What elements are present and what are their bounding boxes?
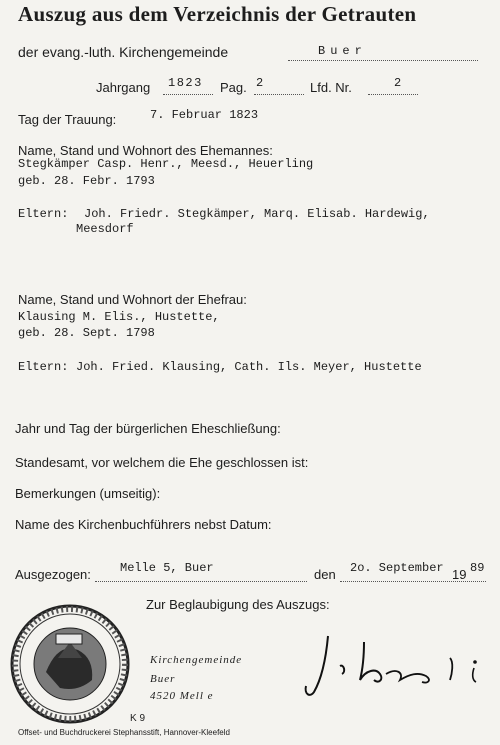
husband-parents-label: Eltern: <box>18 207 69 221</box>
husband-parents-line2: Meesdorf <box>76 222 134 236</box>
certification-label: Zur Beglaubigung des Auszugs: <box>146 597 330 612</box>
number-label: Lfd. Nr. <box>310 80 352 95</box>
year-value: 1823 <box>168 76 203 90</box>
wife-label: Name, Stand und Wohnort der Ehefrau: <box>18 292 247 307</box>
keeper-label: Name des Kirchenbuchführers nebst Datum: <box>15 517 272 532</box>
wedding-value: 7. Februar 1823 <box>150 108 259 122</box>
stamp-line2: Buer <box>150 673 176 685</box>
husband-line1: Stegkämper Casp. Henr., Meesd., Heuerling <box>18 157 314 171</box>
wife-parents-line1: Joh. Fried. Klausing, Cath. Ils. Meyer, Hustette <box>76 360 422 374</box>
extracted-label: Ausgezogen: <box>15 567 91 582</box>
printer-imprint: Offset- und Buchdruckerei Stephansstift, Hannover-Kleefeld <box>18 728 230 737</box>
number-dotted-line <box>368 94 418 95</box>
document-title: Auszug aus dem Verzeichnis der Getrauten <box>18 2 417 26</box>
remarks-label: Bemerkungen (umseitig): <box>15 486 161 501</box>
wife-parents-label: Eltern: <box>18 360 69 374</box>
handwritten-signature <box>300 628 490 698</box>
parish-value: Buer <box>318 44 367 58</box>
stamp-line1: Kirchengemeinde <box>150 654 243 666</box>
extracted-date: 2o. September <box>350 561 444 575</box>
number-value: 2 <box>394 76 403 90</box>
den-label: den <box>314 567 336 582</box>
stamp-line3: 4520 Mell e <box>150 690 214 702</box>
husband-parents-line1: Joh. Friedr. Stegkämper, Marq. Elisab. Hardewig, <box>84 207 430 221</box>
husband-line2: geb. 28. Febr. 1793 <box>18 174 155 188</box>
page-dotted-line <box>254 94 304 95</box>
form-code: K 9 <box>130 713 146 724</box>
year-label: Jahrgang <box>96 80 151 95</box>
civil-marriage-label: Jahr und Tag der bürgerlichen Eheschließung: <box>15 421 281 436</box>
page-value: 2 <box>256 76 265 90</box>
parish-label: der evang.-luth. Kirchengemeinde <box>18 44 229 60</box>
extracted-year: 89 <box>470 561 485 575</box>
husband-label: Name, Stand und Wohnort des Ehemannes: <box>18 143 273 158</box>
page-label: Pag. <box>220 80 247 95</box>
church-seal <box>8 602 132 726</box>
extracted-place-dotted-line <box>95 581 307 582</box>
wife-line1: Klausing M. Elis., Hustette, <box>18 310 220 324</box>
wedding-label: Tag der Trauung: <box>18 112 117 127</box>
wife-line2: geb. 28. Sept. 1798 <box>18 326 155 340</box>
registry-office-label: Standesamt, vor welchem die Ehe geschlossen ist: <box>15 455 309 470</box>
extracted-place: Melle 5, Buer <box>120 561 214 575</box>
year-dotted-line <box>163 94 213 95</box>
year-prefix: 19 <box>452 567 467 582</box>
parish-dotted-line <box>288 60 478 61</box>
